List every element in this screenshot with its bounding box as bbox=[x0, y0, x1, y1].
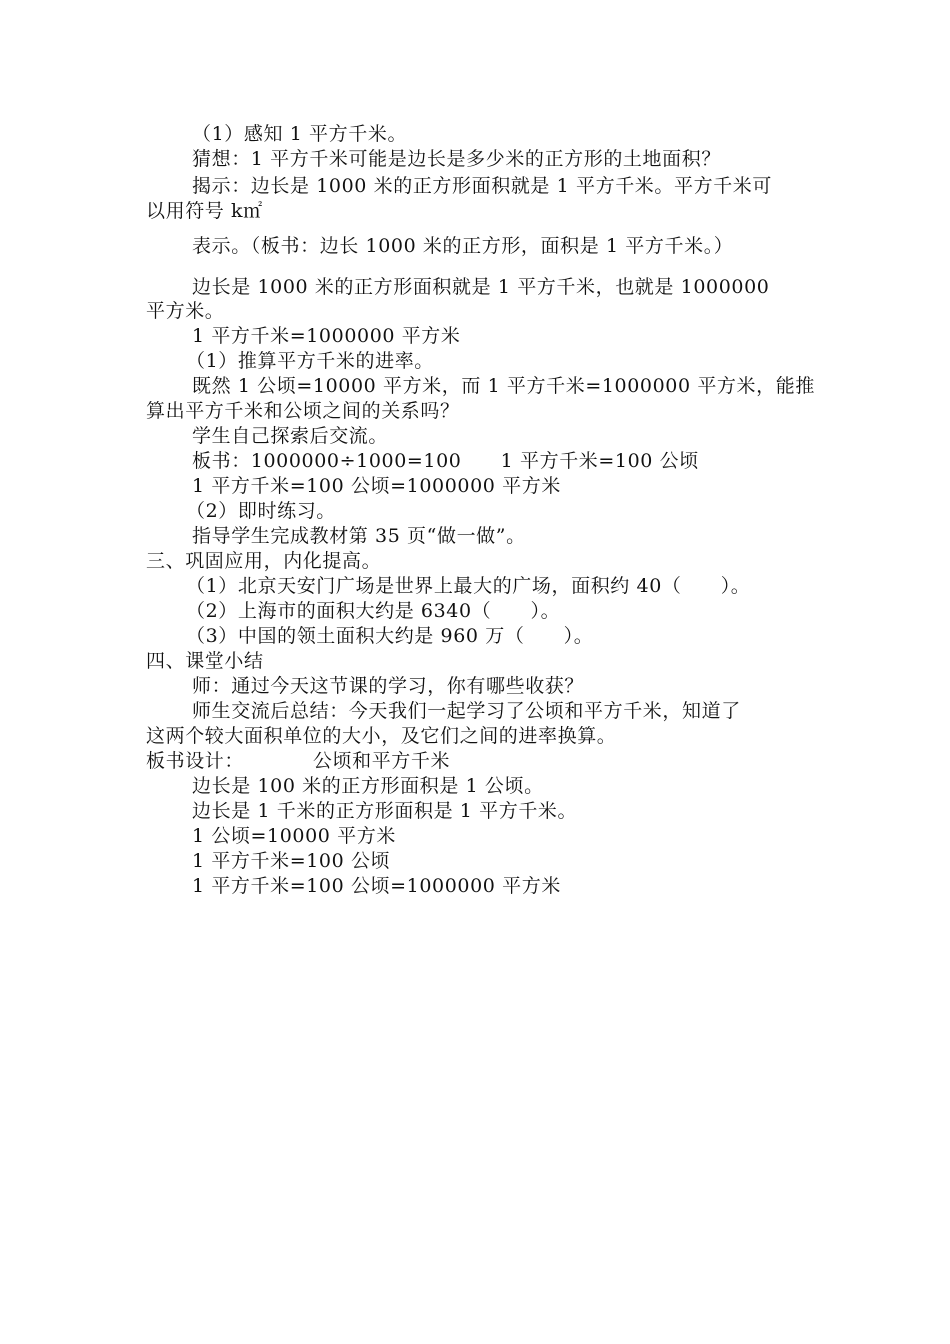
text-line: （1）感知 1 平方千米。 bbox=[192, 123, 408, 145]
text-line: 师：通过今天这节课的学习，你有哪些收获？ bbox=[192, 675, 585, 697]
text-line: 1 平方千米=100 公顷=1000000 平方米 bbox=[192, 475, 561, 497]
text-line: 平方米。 bbox=[146, 300, 225, 322]
text-line: （2）即时练习。 bbox=[186, 500, 336, 522]
text-line: 既然 1 公顷=10000 平方米，而 1 平方千米=1000000 平方米，能推 bbox=[192, 375, 815, 397]
text-line: 1 平方千米=100 公顷=1000000 平方米 bbox=[192, 875, 561, 897]
text-line: 师生交流后总结：今天我们一起学习了公顷和平方千米，知道了 bbox=[192, 700, 741, 722]
text-line: 边长是 1 千米的正方形面积是 1 平方千米。 bbox=[192, 800, 578, 822]
text-line: 以用符号 k㎡ bbox=[146, 200, 263, 222]
text-line: （1）推算平方千米的进率。 bbox=[186, 350, 434, 372]
text-line: 揭示：边长是 1000 米的正方形面积就是 1 平方千米。平方千米可 bbox=[192, 175, 773, 197]
text-line: 1 公顷=10000 平方米 bbox=[192, 825, 396, 847]
text-line: 这两个较大面积单位的大小，及它们之间的进率换算。 bbox=[146, 725, 617, 747]
section-heading: 四、课堂小结 bbox=[146, 650, 264, 672]
text-line: 1 平方千米=1000000 平方米 bbox=[192, 325, 461, 347]
text-line: （3）中国的领土面积大约是 960 万（ ）。 bbox=[186, 625, 594, 647]
text-line: 板书：1000000÷1000=100 1 平方千米=100 公顷 bbox=[192, 450, 699, 472]
board-design-heading: 板书设计： 公顷和平方千米 bbox=[146, 750, 451, 772]
text-line: （2）上海市的面积大约是 6340（ ）。 bbox=[186, 600, 561, 622]
text-line: 学生自己探索后交流。 bbox=[192, 425, 389, 447]
text-line: 1 平方千米=100 公顷 bbox=[192, 850, 391, 872]
text-line: 指导学生完成教材第 35 页“做一做”。 bbox=[192, 525, 526, 547]
text-line: 表示。（板书：边长 1000 米的正方形，面积是 1 平方千米。） bbox=[192, 235, 734, 257]
text-line: 算出平方千米和公顷之间的关系吗？ bbox=[146, 400, 460, 422]
text-line: 边长是 100 米的正方形面积是 1 公顷。 bbox=[192, 775, 544, 797]
section-heading: 三、巩固应用，内化提高。 bbox=[146, 550, 382, 572]
text-line: 边长是 1000 米的正方形面积就是 1 平方千米，也就是 1000000 bbox=[192, 276, 770, 298]
text-line: （1）北京天安门广场是世界上最大的广场，面积约 40（ ）。 bbox=[186, 575, 751, 597]
text-line: 猜想：1 平方千米可能是边长是多少米的正方形的土地面积？ bbox=[192, 148, 721, 170]
